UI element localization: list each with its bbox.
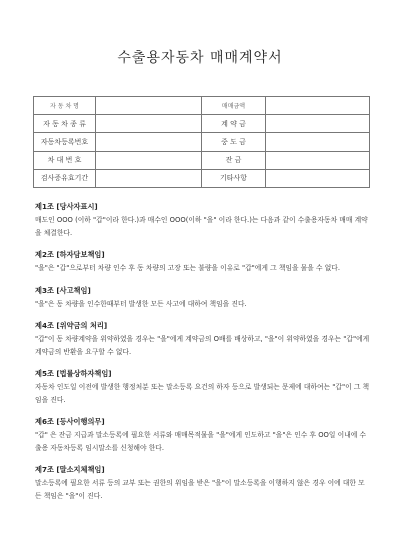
article-3 xyxy=(35,286,371,311)
article-4 xyxy=(35,321,371,358)
article-2 xyxy=(35,250,371,275)
value-registration-number xyxy=(96,133,202,151)
value-sale-price xyxy=(266,97,370,115)
article-6 xyxy=(35,417,371,454)
label-interim-payment: 중 도 금 xyxy=(202,133,266,151)
article-5 xyxy=(35,369,371,406)
label-vehicle-name: 자 동 차 명 xyxy=(34,97,96,115)
article-heading: 제5조 [법률상하자책임] xyxy=(35,369,112,378)
label-inspection-validity: 검사증유효기간 xyxy=(34,169,96,187)
contract-articles xyxy=(35,202,371,513)
label-balance: 잔 금 xyxy=(202,151,266,169)
table-row xyxy=(34,115,370,133)
article-heading: 제7조 [말소지체책임] xyxy=(35,465,105,474)
label-deposit: 계 약 금 xyxy=(202,115,266,133)
article-heading: 제6조 [등사이행의무] xyxy=(35,417,105,426)
label-chassis-number: 차 대 번 호 xyxy=(34,151,96,169)
label-sale-price: 매매금액 xyxy=(202,97,266,115)
article-heading: 제4조 [위약금의 처리] xyxy=(35,321,108,330)
document-title: 수출용자동차 매매계약서 xyxy=(117,50,283,66)
vehicle-info-table xyxy=(33,96,370,188)
value-vehicle-name xyxy=(96,97,202,115)
article-body: 자동차 인도일 이전에 발생한 행정처분 또는 말소등록 요건의 하자 등으로 발생되는 문제에 대하여는 "갑"이 그 책임을 진다. xyxy=(35,383,370,404)
table-row xyxy=(34,133,370,151)
label-registration-number: 자동차등록번호 xyxy=(34,133,96,151)
table-row xyxy=(34,169,370,187)
article-heading: 제3조 [사고책임] xyxy=(35,285,91,295)
table-row xyxy=(34,97,370,115)
label-vehicle-type: 자 동 차 종 류 xyxy=(34,115,96,133)
article-body: "을"은 동 차량을 인수한때부터 발생한 모든 사고에 대하여 책임을 진다. xyxy=(35,299,247,308)
value-balance xyxy=(266,151,370,169)
value-other-notes xyxy=(266,169,370,187)
label-other-notes: 기타사항 xyxy=(202,169,266,187)
article-1 xyxy=(35,202,371,239)
article-body: "을"은 "갑"으로부터 차량 인수 후 동 차량의 고장 또는 불량을 이유로 "갑"에게 그 책임을 물을 수 없다. xyxy=(35,264,340,272)
value-interim-payment xyxy=(266,133,370,151)
article-heading: 제1조 [당사자표시] xyxy=(35,202,98,211)
value-inspection-validity xyxy=(96,169,202,187)
table-row xyxy=(34,151,370,169)
article-body: 말소등록에 필요한 서류 등의 교부 또는 권한의 위임을 받은 "을"이 말소등록을 이행하지 않은 경우 이에 대한 모든 책임은 "을"이 진다. xyxy=(35,479,365,500)
value-deposit xyxy=(266,115,370,133)
article-body: 매도인 OOO (이하 "갑"이라 한다.)과 매수인 OOO(이하 "을" 이라 한다.)는 다음과 같이 수출용자동차 매매 계약을 체결한다. xyxy=(35,216,368,237)
article-heading: 제2조 [하자담보책임] xyxy=(35,250,105,259)
value-chassis-number xyxy=(96,151,202,169)
value-vehicle-type xyxy=(96,115,202,133)
article-body: "갑" 은 잔금 지급과 말소등록에 필요한 서류와 매매목적물을 "을"에게 인도하고 "을"은 인수 후 OO일 이내에 수출용 자동차등록 임시말소를 신청해야 한다. xyxy=(35,431,367,452)
article-7 xyxy=(35,465,371,502)
article-body: "갑"이 동 차량계약을 위약하였을 경우는 "을"에게 계약금의 O배를 배상하고, "을"이 위약하였을 경우는 "갑"에게 계약금의 반환을 요구할 수 없다. xyxy=(35,335,370,356)
